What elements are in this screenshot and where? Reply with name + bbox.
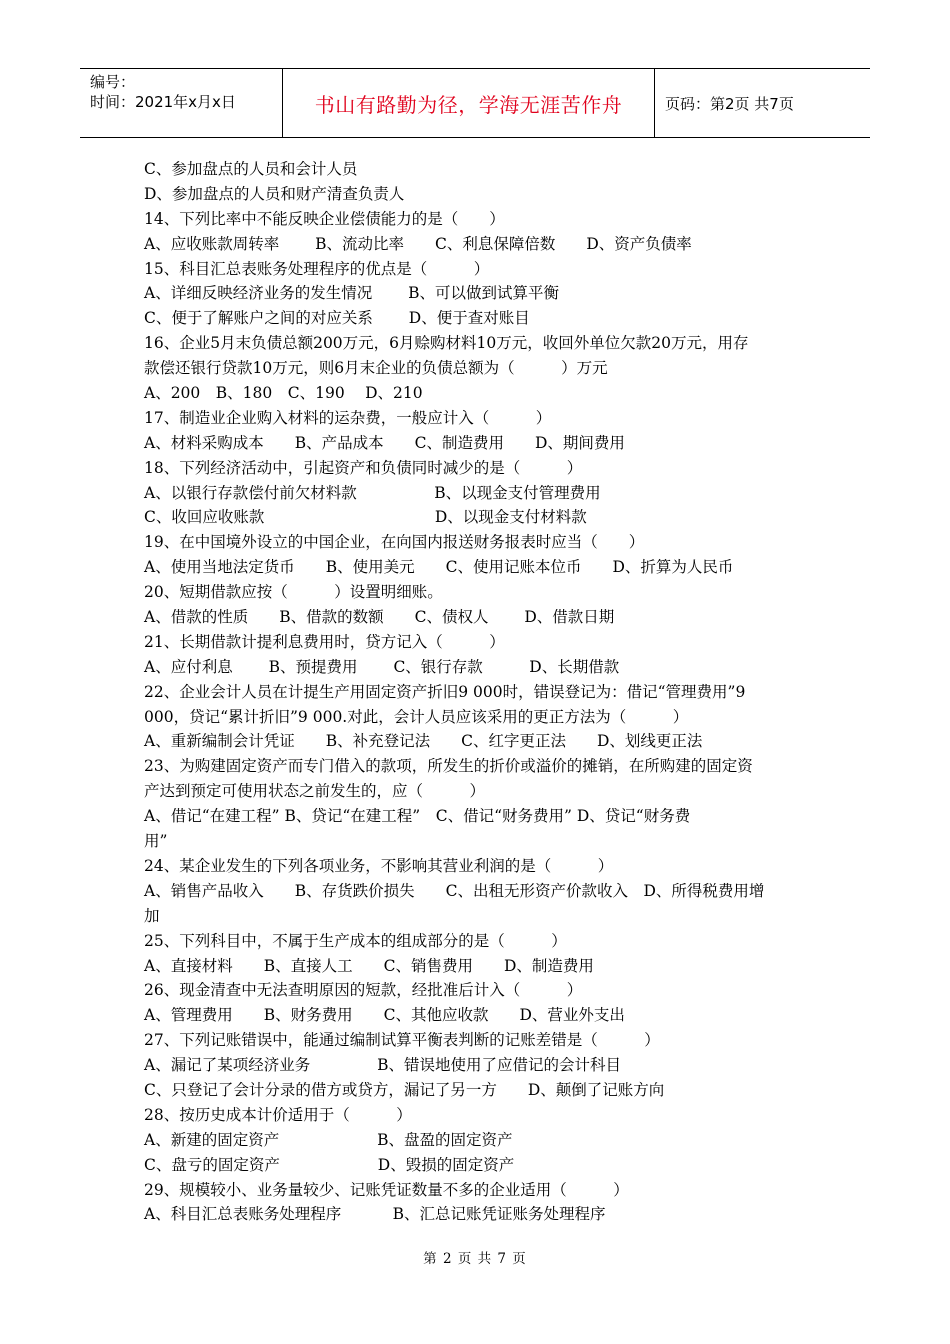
- options-22: A、重新编制会计凭证 B、补充登记法 C、红字更正法 D、划线更正法: [144, 732, 703, 751]
- options-15: C、便于了解账户之间的对应关系 D、便于查对账目: [144, 309, 530, 328]
- question-28: 28、按历史成本计价适用于（ ）: [144, 1105, 412, 1124]
- options-28: C、盘亏的固定资产 D、毁损的固定资产: [144, 1155, 515, 1174]
- question-22: 000，贷记“累计折旧”9 000.对此，会计人员应该采用的更正方法为（ ）: [144, 707, 689, 726]
- options-16: A、200 B、180 C、190 D、210: [144, 384, 423, 403]
- question-25: 25、下列科目中，不属于生产成本的组成部分的是（ ）: [144, 931, 567, 950]
- options-15: A、详细反映经济业务的发生情况 B、可以做到试算平衡: [144, 284, 560, 303]
- question-16: 款偿还银行贷款10万元，则6月末企业的负债总额为（ ）万元: [144, 359, 608, 378]
- question-20: 20、短期借款应按（ ）设置明细账。: [144, 583, 443, 602]
- options-14: A、应收账款周转率 B、流动比率 C、利息保障倍数 D、资产负债率: [144, 234, 692, 253]
- options-29: A、科目汇总表账务处理程序 B、汇总记账凭证账务处理程序: [144, 1205, 606, 1224]
- question-22: 22、企业会计人员在计提生产用固定资产折旧9 000时，错误登记为：借记“管理费用”9: [144, 682, 746, 701]
- options-19: A、使用当地法定货币 B、使用美元 C、使用记账本位币 D、折算为人民币: [144, 558, 734, 577]
- question-18: 18、下列经济活动中，引起资产和负债同时减少的是（ ）: [144, 458, 583, 477]
- options-24: 加: [144, 906, 160, 925]
- options-25: A、直接材料 B、直接人工 C、销售费用 D、制造费用: [144, 956, 594, 975]
- options-18: A、以银行存款偿付前欠材料款 B、以现金支付管理费用: [144, 483, 601, 502]
- options-18: C、收回应收账款 D、以现金支付材料款: [144, 508, 587, 527]
- question-21: 21、长期借款计提利息费用时，贷方记入（ ）: [144, 632, 505, 651]
- header-left-cell: [80, 69, 283, 137]
- document-body: [144, 157, 814, 1227]
- code-label: 编号：: [90, 73, 136, 91]
- question-16: 16、企业5月末负债总额200万元，6月赊购材料10万元，收回外单位欠款20万元，用存: [144, 334, 749, 353]
- page-footer: 第 2 页 共 7 页: [423, 1251, 527, 1267]
- question-26: 26、现金清查中无法查明原因的短款，经批准后计入（ ）: [144, 981, 583, 1000]
- question-23: 产达到预定可使用状态之前发生的，应（ ）: [144, 782, 486, 801]
- question-27: 27、下列记账错误中，能通过编制试算平衡表判断的记账差错是（ ）: [144, 1031, 660, 1050]
- question-29: 29、规模较小、业务量较少、记账凭证数量不多的企业适用（ ）: [144, 1180, 629, 1199]
- question-15: 15、科目汇总表账务处理程序的优点是（ ）: [144, 259, 490, 278]
- options-28: A、新建的固定资产 B、盘盈的固定资产: [144, 1130, 513, 1149]
- question-23: 23、为购建固定资产而专门借入的款项，所发生的折价或溢价的摊销，在所购建的固定资: [144, 757, 753, 776]
- header-page-label: 页码：第2页 共7页: [665, 94, 794, 113]
- options-21: A、应付利息 B、预提费用 C、银行存款 D、长期借款: [144, 657, 620, 676]
- options-23: A、借记“在建工程” B、贷记“在建工程” C、借记“财务费用” D、贷记“财务费: [144, 807, 691, 826]
- text-line: D、参加盘点的人员和财产清查负责人: [144, 184, 405, 203]
- question-24: 24、某企业发生的下列各项业务，不影响其营业利润的是（ ）: [144, 856, 614, 875]
- options-24: A、销售产品收入 B、存货跌价损失 C、出租无形资产价款收入 D、所得税费用增: [144, 881, 765, 900]
- options-17: A、材料采购成本 B、产品成本 C、制造费用 D、期间费用: [144, 433, 625, 452]
- options-27: A、漏记了某项经济业务 B、错误地使用了应借记的会计科目: [144, 1056, 622, 1075]
- header-motto: 书山有路勤为径，学海无涯苦作舟: [283, 69, 655, 137]
- options-23: 用”: [144, 832, 168, 851]
- text-line: C、参加盘点的人员和会计人员: [144, 160, 358, 178]
- date-label: 时间：2021年x月x日: [90, 93, 236, 111]
- question-17: 17、制造业企业购入材料的运杂费，一般应计入（ ）: [144, 408, 552, 427]
- question-14: 14、下列比率中不能反映企业偿债能力的是（ ）: [144, 209, 505, 228]
- options-20: A、借款的性质 B、借款的数额 C、债权人 D、借款日期: [144, 608, 615, 627]
- options-26: A、管理费用 B、财务费用 C、其他应收款 D、营业外支出: [144, 1006, 625, 1025]
- question-19: 19、在中国境外设立的中国企业，在向国内报送财务报表时应当（ ）: [144, 533, 645, 552]
- options-27: C、只登记了会计分录的借方或贷方，漏记了另一方 D、颠倒了记账方向: [144, 1080, 665, 1099]
- page-header: [80, 68, 870, 138]
